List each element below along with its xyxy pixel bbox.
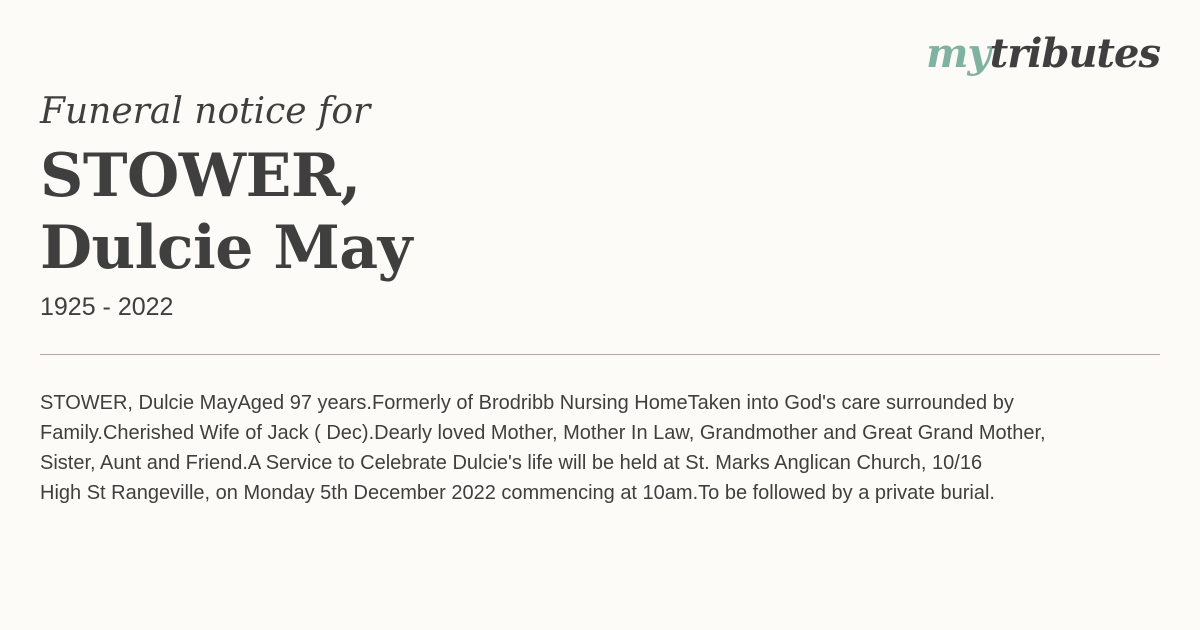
deceased-given-names: Dulcie May xyxy=(40,213,412,283)
logo-my-text: my xyxy=(926,30,990,77)
notice-kicker: Funeral notice for xyxy=(40,91,371,132)
logo-tributes-text: tributes xyxy=(989,30,1160,77)
life-years: 1925 - 2022 xyxy=(40,293,174,321)
notice-text xyxy=(40,388,1160,508)
notice-line: High St Rangeville, on Monday 5th December 2022 commencing at 10am.To be followed by a private burial. xyxy=(40,482,995,504)
notice-line: Sister, Aunt and Friend.A Service to Celebrate Dulcie's life will be held at St. Marks Anglican Church, 10/16 xyxy=(40,452,983,474)
deceased-name xyxy=(40,140,412,284)
deceased-surname: STOWER, xyxy=(40,141,361,211)
section-divider xyxy=(40,354,1160,355)
notice-line: Family.Cherished Wife of Jack ( Dec).Dearly loved Mother, Mother In Law, Grandmother and Great Grand Mother, xyxy=(40,422,1046,444)
notice-line: STOWER, Dulcie MayAged 97 years.Formerly of Brodribb Nursing HomeTaken into God's care surrounded by xyxy=(40,392,1014,414)
mytributes-logo[interactable] xyxy=(926,30,1160,77)
